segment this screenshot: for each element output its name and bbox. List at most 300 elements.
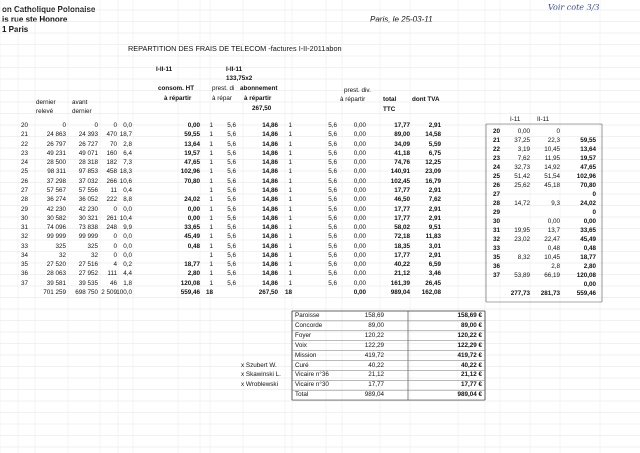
- table-cell: 5,6: [227, 279, 236, 287]
- table-cell: 5,6: [227, 224, 236, 232]
- table-cell: 99 999: [78, 233, 98, 241]
- header-ttc: TTC: [383, 106, 396, 113]
- org-address: is rue ste Honore: [2, 15, 68, 24]
- table-cell: 17,77: [394, 186, 410, 194]
- right-table-cell: 24: [492, 164, 500, 171]
- right-table-cell: 33,65: [580, 227, 596, 234]
- org-city: 1 Paris: [2, 25, 29, 34]
- table-cell: 3,46: [428, 270, 441, 278]
- summary-euro-value: 122,29 €: [457, 341, 482, 349]
- table-cell: 5,6: [227, 233, 236, 241]
- table-cell: 34,09: [394, 140, 410, 148]
- table-cell: 74 096: [46, 224, 66, 232]
- table-cell: 161,39: [390, 279, 410, 287]
- summary-euro-value: 40,22 €: [460, 361, 482, 369]
- table-cell: 0,48: [187, 242, 200, 250]
- table-cell: 46,50: [394, 196, 410, 204]
- table-cell: 5,6: [328, 177, 337, 185]
- summary-euro-value: 89,00 €: [460, 321, 482, 329]
- table-cell: 0,0: [123, 242, 132, 250]
- table-cell: 25: [20, 168, 28, 176]
- table-cell: 5,59: [428, 140, 441, 148]
- table-cell: 9,9: [123, 224, 132, 232]
- table-cell: 7,62: [428, 196, 441, 204]
- table-cell: 14,86: [262, 242, 278, 250]
- table-cell: 0,2: [123, 261, 132, 269]
- right-table-cell: 2,8: [551, 263, 560, 270]
- right-table-cell: 24,02: [580, 200, 596, 207]
- right-table-cell: 25,62: [514, 182, 530, 189]
- right-table-cell: 7,62: [517, 155, 530, 162]
- table-cell: 42 230: [46, 205, 66, 213]
- table-cell: 49 071: [78, 149, 98, 157]
- table-cell: 4: [113, 261, 117, 269]
- table-cell: 261: [106, 214, 117, 222]
- table-cell: 30 582: [46, 214, 66, 222]
- right-table-cell: 21: [492, 137, 500, 144]
- table-cell: 23: [20, 149, 28, 157]
- table-cell: 27: [20, 186, 28, 194]
- table-cell: 5,6: [328, 140, 337, 148]
- summary-person: x Szubert W.: [241, 361, 277, 369]
- table-cell: 2,91: [428, 214, 441, 222]
- summary-label: Paroisse: [295, 312, 320, 319]
- right-table-cell: 32: [492, 236, 500, 243]
- table-cell: 2,91: [428, 205, 441, 213]
- table-cell: 14,86: [262, 168, 278, 176]
- summary-label: Foyer: [295, 331, 312, 339]
- table-cell: 0,00: [353, 233, 366, 241]
- page-title: REPARTITION DES FRAIS DE TELECOM -factures I-II-2011abon: [128, 44, 342, 53]
- place-date: Paris, le 25-03-11: [370, 15, 433, 24]
- right-table-cell: 45,49: [580, 236, 596, 243]
- right-table-cell: 28: [492, 200, 500, 207]
- table-cell: 1: [209, 261, 213, 269]
- right-table-cell: 277,73: [510, 290, 530, 297]
- right-table-cell: 13,64: [580, 146, 596, 153]
- right-table-cell: 559,46: [576, 290, 596, 297]
- right-table-cell: 0,48: [583, 245, 596, 252]
- table-cell: 0,00: [353, 279, 366, 287]
- header-subscription-split: à répartir: [244, 95, 272, 102]
- table-cell: 5,6: [328, 251, 337, 259]
- table-cell: 21,12: [394, 270, 410, 278]
- table-cell: 0,00: [187, 214, 200, 222]
- table-cell: 14,86: [262, 251, 278, 259]
- table-cell: 14,86: [262, 261, 278, 269]
- table-cell: 17,77: [394, 251, 410, 259]
- table-cell: 30: [20, 214, 28, 222]
- table-cell: 2 509: [101, 289, 117, 297]
- table-cell: 28: [20, 196, 28, 204]
- table-cell: 17,77: [394, 205, 410, 213]
- table-cell: 18,7: [119, 131, 132, 139]
- table-cell: 7,3: [123, 159, 132, 167]
- summary-value: 21,12: [368, 371, 384, 379]
- table-cell: 1: [288, 251, 292, 259]
- table-cell: 14,86: [262, 140, 278, 148]
- table-cell: 1: [209, 214, 213, 222]
- table-cell: 5,6: [227, 168, 236, 176]
- table-cell: 5,6: [227, 122, 236, 129]
- summary-value: 122,29: [364, 341, 384, 349]
- table-cell: 70,80: [184, 177, 200, 185]
- table-cell: 5,6: [328, 196, 337, 204]
- right-table-cell: 2,80: [583, 263, 596, 270]
- summary-euro-value: 120,22 €: [457, 331, 482, 339]
- table-cell: 0: [113, 242, 117, 250]
- table-cell: 458: [106, 168, 117, 176]
- table-cell: 0,00: [353, 186, 366, 194]
- table-cell: 5,6: [227, 186, 236, 194]
- table-cell: 23,09: [425, 168, 441, 176]
- table-cell: 0,00: [353, 168, 366, 176]
- table-cell: 0,00: [353, 261, 366, 269]
- right-table-cell: 23: [492, 155, 500, 162]
- table-cell: 0,00: [353, 270, 366, 278]
- header-total: total: [383, 96, 397, 103]
- table-cell: 49 231: [46, 149, 66, 157]
- table-cell: 30 321: [78, 214, 98, 222]
- table-cell: 39 581: [46, 279, 66, 287]
- table-cell: 248: [106, 224, 117, 232]
- table-cell: 32: [90, 251, 98, 259]
- table-cell: 0,00: [353, 224, 366, 232]
- table-cell: 5,6: [328, 242, 337, 250]
- table-cell: 1: [209, 224, 213, 232]
- table-cell: 36: [20, 270, 28, 278]
- table-cell: 1: [209, 122, 213, 129]
- table-cell: 11: [110, 186, 117, 194]
- right-table-cell: 0: [592, 191, 596, 198]
- summary-euro-value: 989,04 €: [457, 391, 482, 399]
- table-cell: 59,55: [184, 131, 200, 139]
- table-cell: 26 797: [46, 140, 66, 148]
- right-table-cell: 30: [492, 218, 500, 225]
- table-cell: 0,00: [353, 122, 366, 129]
- table-cell: 0,0: [123, 251, 132, 259]
- table-cell: 1: [288, 224, 292, 232]
- right-table-cell: 51,54: [544, 173, 560, 180]
- table-cell: 27 520: [46, 261, 66, 269]
- table-cell: 0,0: [123, 122, 132, 129]
- table-cell: 0,00: [353, 205, 366, 213]
- table-cell: 698 750: [75, 289, 98, 297]
- table-cell: 1: [209, 270, 213, 278]
- header-period-1: I-II-11: [156, 66, 173, 73]
- table-cell: 5,6: [227, 261, 236, 269]
- table-cell: 26,45: [425, 279, 441, 287]
- table-cell: 5,6: [328, 159, 337, 167]
- table-cell: 14,86: [262, 233, 278, 241]
- table-cell: 0,00: [353, 177, 366, 185]
- table-cell: 0,00: [353, 159, 366, 167]
- table-cell: 0: [113, 122, 117, 129]
- table-cell: 5,6: [227, 251, 236, 259]
- table-cell: 1: [209, 196, 213, 204]
- table-cell: 162,08: [421, 289, 441, 297]
- right-table-cell: 0,00: [583, 281, 596, 288]
- table-cell: 1: [209, 251, 213, 259]
- table-cell: 100,0: [116, 289, 132, 297]
- table-cell: 35: [20, 261, 28, 269]
- table-cell: 5,6: [328, 122, 337, 129]
- table-cell: 32: [58, 251, 66, 259]
- table-cell: 8,8: [123, 196, 132, 204]
- table-cell: 0,00: [187, 205, 200, 213]
- table-cell: 2,80: [187, 270, 200, 278]
- table-cell: 27 516: [78, 261, 98, 269]
- summary-euro-value: 419,72 €: [457, 351, 482, 359]
- table-cell: 98 311: [47, 168, 66, 176]
- table-cell: 5,6: [227, 196, 236, 204]
- table-cell: 18: [205, 289, 213, 297]
- table-cell: 5,6: [328, 205, 337, 213]
- table-cell: 9,51: [428, 224, 441, 232]
- table-cell: 16,79: [425, 177, 441, 185]
- right-table-cell: 120,08: [576, 272, 596, 279]
- table-cell: 1: [209, 279, 213, 287]
- summary-value: 419,72: [364, 351, 384, 359]
- table-cell: 5,6: [227, 205, 236, 213]
- table-cell: 14,86: [262, 122, 278, 129]
- header-consumption: consom. HT: [158, 85, 195, 92]
- table-cell: 1: [288, 177, 292, 185]
- right-table-cell: 20: [492, 128, 500, 135]
- table-cell: 1: [209, 186, 213, 194]
- table-cell: 17,77: [394, 214, 410, 222]
- right-table-cell: 45,18: [544, 182, 560, 189]
- table-cell: 74,76: [394, 159, 410, 167]
- header-last-reading: dernier: [36, 99, 56, 106]
- table-cell: 37 032: [78, 177, 98, 185]
- table-cell: 14,86: [262, 205, 278, 213]
- table-cell: 140,91: [390, 168, 410, 176]
- table-cell: 1: [288, 261, 292, 269]
- table-cell: 20: [20, 122, 28, 129]
- table-cell: 22: [20, 140, 28, 148]
- table-cell: 989,04: [390, 289, 410, 297]
- right-table-cell: 70,80: [580, 182, 596, 189]
- table-cell: 5,6: [328, 214, 337, 222]
- table-cell: 72,18: [394, 233, 410, 241]
- table-cell: 26: [20, 177, 28, 185]
- table-cell: 0,00: [353, 149, 366, 157]
- right-table-cell: 11,95: [544, 155, 560, 162]
- table-cell: 14,86: [262, 177, 278, 185]
- summary-value: 158,69: [364, 312, 384, 319]
- right-table-cell: 33: [492, 245, 500, 252]
- table-cell: 14,58: [425, 131, 441, 139]
- table-cell: 24 863: [46, 131, 66, 139]
- summary-label: Vicaire n°30: [295, 381, 329, 389]
- table-cell: 1: [288, 233, 292, 241]
- right-table-cell: 8,32: [517, 254, 530, 261]
- summary-label: Voix: [295, 341, 307, 349]
- table-cell: 1: [288, 159, 292, 167]
- table-cell: 10,4: [119, 214, 132, 222]
- table-cell: 14,86: [262, 131, 278, 139]
- handwritten-note: Voir cote 3/3: [548, 3, 600, 12]
- table-cell: 4,4: [123, 270, 132, 278]
- table-cell: 11,83: [425, 233, 441, 241]
- table-cell: 701 259: [43, 289, 66, 297]
- summary-euro-value: 17,77 €: [460, 381, 482, 389]
- table-cell: 18,3: [119, 168, 132, 176]
- header-subscription-total: 267,50: [252, 105, 272, 112]
- table-cell: 0,00: [353, 214, 366, 222]
- table-cell: 37 298: [46, 177, 66, 185]
- table-cell: 34: [20, 251, 28, 259]
- table-cell: 36 052: [78, 196, 98, 204]
- table-cell: 0: [113, 205, 117, 213]
- header-to-split: à répartir: [164, 95, 192, 102]
- right-table-cell: 23,02: [514, 236, 530, 243]
- right-table-cell: 18,77: [580, 254, 596, 261]
- table-cell: 14,86: [262, 149, 278, 157]
- right-table-cell: 36: [492, 263, 500, 270]
- table-cell: 1: [209, 205, 213, 213]
- table-cell: 0,00: [353, 196, 366, 204]
- table-cell: 5,6: [328, 186, 337, 194]
- table-cell: 5,6: [227, 242, 236, 250]
- table-cell: 19,57: [184, 149, 200, 157]
- table-cell: 73 838: [78, 224, 98, 232]
- header-previous: avant: [72, 99, 88, 106]
- right-table-cell: 0,00: [583, 218, 596, 225]
- table-cell: 0,00: [353, 289, 366, 297]
- table-cell: 14,86: [262, 196, 278, 204]
- table-cell: 28 318: [78, 159, 98, 167]
- table-cell: 6,59: [428, 261, 441, 269]
- table-cell: 0,4: [123, 186, 132, 194]
- right-table-cell: 37,25: [514, 137, 530, 144]
- right-table-cell: 19,95: [514, 227, 530, 234]
- right-header-jan: I-11: [510, 116, 521, 123]
- summary-label: Concorde: [295, 321, 323, 329]
- table-cell: 1: [209, 168, 213, 176]
- table-cell: 120,08: [180, 279, 200, 287]
- header-period-2: I-II-11: [226, 66, 243, 73]
- summary-euro-value: 158,69 €: [457, 312, 482, 319]
- header-misc-split-2: à répartir: [340, 96, 366, 103]
- right-table-cell: 0: [592, 209, 596, 216]
- right-header-feb: II-11: [537, 116, 550, 123]
- header-subscription: abonnement: [240, 85, 278, 92]
- table-cell: 5,6: [328, 149, 337, 157]
- table-cell: 45,49: [184, 233, 200, 241]
- right-table-cell: 66,19: [544, 272, 560, 279]
- table-cell: 99 999: [46, 233, 66, 241]
- table-cell: 1: [288, 131, 292, 139]
- summary-label: Mission: [295, 351, 317, 359]
- table-cell: 5,6: [227, 159, 236, 167]
- table-cell: 2,91: [428, 186, 441, 194]
- table-cell: 182: [106, 159, 117, 167]
- right-table-cell: 0,00: [547, 218, 560, 225]
- right-table-cell: 51,42: [514, 173, 530, 180]
- table-cell: 2,8: [123, 140, 132, 148]
- table-cell: 1: [288, 196, 292, 204]
- table-cell: 222: [106, 196, 117, 204]
- table-cell: 1: [209, 149, 213, 157]
- header-misc-split: à répar: [212, 95, 232, 102]
- right-table-cell: 0,48: [547, 245, 560, 252]
- header-misc-services: prest. di: [212, 85, 235, 92]
- table-cell: 47,65: [184, 159, 200, 167]
- right-table-cell: 3,19: [517, 146, 530, 153]
- right-table-cell: 29: [492, 209, 500, 216]
- header-reading: relevé: [36, 108, 54, 115]
- table-cell: 31: [20, 224, 28, 232]
- table-cell: 1: [288, 122, 292, 129]
- table-cell: 5,6: [328, 261, 337, 269]
- summary-person: x Wroblewski: [241, 381, 278, 389]
- table-cell: 5,6: [227, 270, 236, 278]
- right-table-cell: 47,65: [580, 164, 596, 171]
- table-cell: 46: [109, 279, 117, 287]
- table-cell: 1: [288, 205, 292, 213]
- table-cell: 5,6: [328, 131, 337, 139]
- table-cell: 0,00: [353, 251, 366, 259]
- summary-value: 120,22: [364, 331, 384, 339]
- table-cell: 5,6: [328, 233, 337, 241]
- header-vat: dont TVA: [412, 96, 440, 103]
- right-table-cell: 59,55: [580, 137, 596, 144]
- table-cell: 6,75: [428, 149, 441, 157]
- table-cell: 14,86: [262, 214, 278, 222]
- table-cell: 0: [113, 233, 117, 241]
- table-cell: 24: [20, 159, 28, 167]
- table-cell: 102,96: [180, 168, 200, 176]
- right-table-cell: 22,3: [547, 137, 560, 144]
- table-cell: 5,6: [328, 270, 337, 278]
- table-cell: 1: [288, 140, 292, 148]
- table-cell: 41,18: [394, 149, 410, 157]
- table-cell: 267,50: [258, 289, 278, 297]
- right-table-cell: 102,96: [576, 173, 596, 180]
- table-cell: 5,6: [227, 177, 236, 185]
- table-cell: 58,02: [394, 224, 410, 232]
- table-cell: 37: [20, 279, 28, 287]
- table-cell: 0,0: [123, 233, 132, 241]
- table-cell: 1: [288, 186, 292, 194]
- table-cell: 0,0: [123, 205, 132, 213]
- right-table-cell: 0: [556, 128, 560, 135]
- table-cell: 1: [209, 131, 213, 139]
- table-cell: 0: [94, 122, 98, 129]
- right-table-cell: 31: [492, 227, 500, 234]
- table-cell: 17,77: [394, 122, 410, 129]
- table-cell: 0,00: [187, 122, 200, 129]
- table-cell: 5,6: [328, 224, 337, 232]
- table-cell: 1: [209, 159, 213, 167]
- table-cell: 28 500: [46, 159, 66, 167]
- right-table-cell: 37: [492, 272, 500, 279]
- table-cell: 26 727: [78, 140, 98, 148]
- table-cell: 70: [109, 140, 117, 148]
- table-cell: 97 853: [78, 168, 98, 176]
- right-table-cell: 25: [492, 173, 500, 180]
- table-cell: 160: [106, 149, 117, 157]
- table-cell: 14,86: [262, 186, 278, 194]
- table-cell: 470: [106, 131, 117, 139]
- header-misc-services-2: prest. div.: [344, 87, 371, 94]
- table-cell: 1: [209, 233, 213, 241]
- header-subscription-amount: 133,75x2: [226, 75, 253, 82]
- table-cell: 5,6: [328, 168, 337, 176]
- table-cell: 14,86: [262, 270, 278, 278]
